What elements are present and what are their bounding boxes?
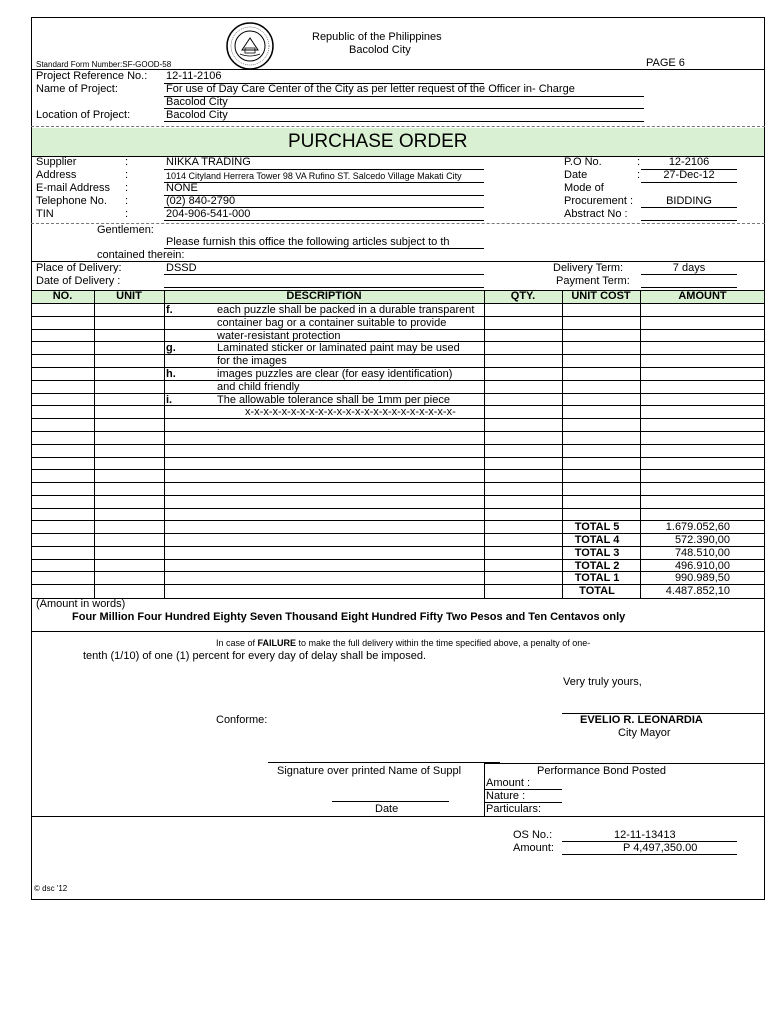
supplier-value: NIKKA TRADING	[166, 156, 251, 168]
grand-total-label: TOTAL	[579, 585, 615, 597]
form-number: Standard Form Number:SF-GOOD-58	[36, 60, 172, 69]
os-no-value: 12-11-13413	[614, 829, 676, 841]
project-location-label: Location of Project:	[36, 109, 131, 121]
desc-line: images puzzles are clear (for easy identification)	[217, 368, 453, 380]
desc-line: water-resistant protection	[217, 330, 341, 342]
letter-line-2: contained therein:	[97, 249, 185, 261]
desc-line: for the images	[217, 355, 287, 367]
date-label: Date	[564, 169, 588, 181]
date-signature-label: Date	[375, 803, 399, 815]
amount-words-label: (Amount in words)	[36, 598, 126, 610]
total-1-label: TOTAL 1	[574, 572, 620, 584]
mode-label: Mode of	[564, 182, 604, 194]
col-header-amount: AMOUNT	[678, 290, 727, 302]
total-2-value: 496.910,00	[674, 560, 730, 572]
table-row-line	[31, 329, 765, 330]
phone-value: (02) 840-2790	[166, 195, 236, 207]
desc-key-i: i.	[166, 394, 173, 406]
table-row-line	[31, 482, 765, 483]
header-republic: Republic of the Philippines	[312, 31, 442, 43]
address-value: 1014 Cityland Herrera Tower 98 VA Rufino ST. Salcedo Village Makati City	[166, 171, 462, 181]
place-delivery-value: DSSD	[166, 262, 197, 274]
letter-line-1: Please furnish this office the following articles subject to th	[166, 236, 450, 248]
place-delivery-label: Place of Delivery:	[36, 262, 122, 274]
os-amount-value: P 4,497,350.00	[623, 842, 698, 854]
total-5-value: 1.679.052,60	[665, 521, 730, 533]
bond-particulars-label: Particulars:	[486, 803, 542, 815]
colon: :	[637, 156, 641, 168]
page-title: PURCHASE ORDER	[288, 131, 468, 152]
desc-key-g: g.	[166, 342, 176, 354]
table-row-line	[31, 495, 765, 496]
date-value: 27-Dec-12	[663, 169, 715, 181]
total-4-value: 572.390,00	[674, 534, 730, 546]
table-row-line	[31, 354, 765, 355]
total-4-label: TOTAL 4	[574, 534, 620, 546]
very-truly-yours: Very truly yours,	[563, 676, 642, 688]
delivery-term-value: 7 days	[672, 262, 706, 274]
total-3-label: TOTAL 3	[574, 547, 620, 559]
procurement-value: BIDDING	[666, 195, 712, 207]
po-no-value: 12-2106	[668, 156, 710, 168]
table-row-line	[31, 508, 765, 509]
desc-line: container bag or a container suitable to provide	[217, 317, 447, 329]
desc-line: Laminated sticker or laminated paint may be used	[217, 342, 460, 354]
table-row-line	[31, 457, 765, 458]
table-row-line	[31, 469, 765, 470]
colon: :	[125, 169, 129, 181]
supplier-label: Supplier	[36, 156, 77, 168]
table-row-line	[31, 431, 765, 432]
colon: :	[125, 156, 129, 168]
payment-term-label: Payment Term:	[556, 275, 630, 287]
amount-words-value: Four Million Four Hundred Eighty Seven Thousand Eight Hundred Fifty Two Pesos and Ten Centavos only	[72, 611, 626, 623]
penalty-text: In case of	[216, 638, 258, 648]
desc-line: and child friendly	[217, 381, 300, 393]
mayor-name: EVELIO R. LEONARDIA	[580, 714, 703, 726]
email-value: NONE	[166, 182, 198, 194]
project-name-label: Name of Project:	[36, 83, 118, 95]
conforme-label: Conforme:	[216, 714, 268, 726]
city-seal-icon	[226, 22, 274, 70]
desc-end-marker: x-x-x-x-x-x-x-x-x-x-x-x-x-x-x-x-x-x-x-x-x-x-x-	[245, 406, 456, 418]
desc-line: The allowable tolerance shall be 1mm per piece	[217, 394, 450, 406]
table-row-line	[31, 444, 765, 445]
page-number: PAGE 6	[646, 57, 685, 69]
desc-key-h: h.	[166, 368, 176, 380]
table-row-line	[31, 380, 765, 381]
procurement-label: Procurement :	[564, 195, 634, 207]
colon: :	[125, 182, 129, 194]
total-1-value: 990.989,50	[674, 572, 730, 584]
desc-key-f: f.	[166, 304, 173, 316]
table-row-line	[31, 418, 765, 419]
header-city: Bacolod City	[349, 44, 411, 56]
bond-nature-label: Nature :	[486, 790, 526, 802]
penalty-line-1	[216, 638, 590, 648]
po-no-label: P.O No.	[564, 156, 602, 168]
footer-copyright: © dsc '12	[34, 884, 68, 893]
abstract-label: Abstract No :	[564, 208, 628, 220]
os-amount-label: Amount:	[513, 842, 554, 854]
project-name-value-1: For use of Day Care Center of the City as per letter request of the Officer in- Charge	[166, 83, 575, 95]
tin-label: TIN	[36, 208, 54, 220]
address-label: Address	[36, 169, 77, 181]
colon: :	[637, 169, 641, 181]
bond-amount-label: Amount :	[486, 777, 531, 789]
project-location-value: Bacolod City	[166, 109, 228, 121]
penalty-line-2: tenth (1/10) of one (1) percent for every day of delay shall be imposed.	[83, 650, 427, 662]
total-3-value: 748.510,00	[674, 547, 730, 559]
mayor-title: City Mayor	[618, 727, 671, 739]
penalty-failure: FAILURE	[257, 638, 297, 648]
phone-label: Telephone No.	[36, 195, 107, 207]
total-2-label: TOTAL 2	[574, 560, 620, 572]
colon: :	[125, 195, 129, 207]
col-header-unit-cost: UNIT COST	[571, 290, 631, 302]
tin-value: 204-906-541-000	[166, 208, 251, 220]
gentlemen: Gentlemen:	[97, 224, 154, 236]
grand-total-value: 4.487.852,10	[665, 585, 730, 597]
penalty-text: to make the full delivery within the time specified above, a penalty of one-	[296, 638, 591, 648]
supplier-signature-label: Signature over printed Name of Suppl	[277, 765, 462, 777]
project-ref-label: Project Reference No.:	[36, 70, 148, 82]
email-label: E-mail Address	[36, 182, 110, 194]
project-name-value-2: Bacolod City	[166, 96, 228, 108]
date-delivery-label: Date of Delivery :	[36, 275, 121, 287]
performance-bond-title: Performance Bond Posted	[537, 765, 667, 777]
col-header-unit: UNIT	[116, 290, 142, 302]
desc-line: each puzzle shall be packed in a durable transparent	[217, 304, 475, 316]
col-header-description: DESCRIPTION	[286, 290, 362, 302]
colon: :	[125, 208, 129, 220]
project-ref-value: 12-11-2106	[166, 70, 222, 82]
os-no-label: OS No.:	[513, 829, 553, 841]
col-header-qty: QTY.	[510, 290, 536, 302]
col-header-no: NO.	[52, 290, 73, 302]
delivery-term-label: Delivery Term:	[553, 262, 624, 274]
total-5-label: TOTAL 5	[574, 521, 620, 533]
